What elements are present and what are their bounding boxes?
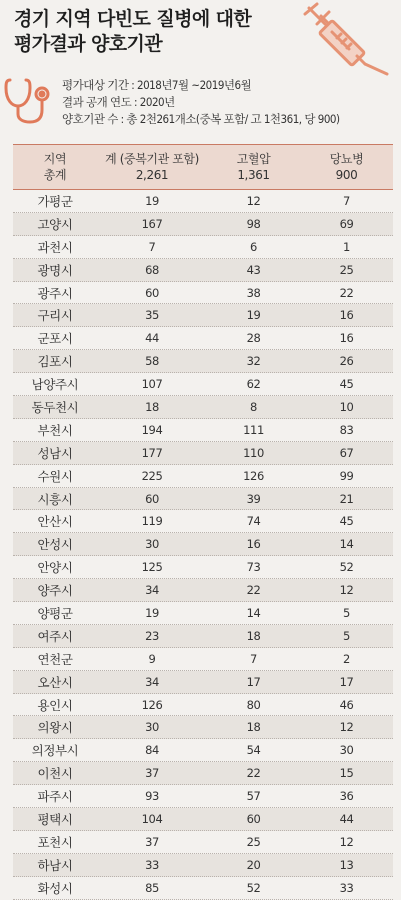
- cell-total: 23: [145, 628, 159, 643]
- title-line-2: 평가결과 양호기관: [14, 33, 163, 55]
- cell-hypertension: 14: [246, 605, 261, 620]
- cell-hypertension: 54: [246, 743, 261, 758]
- cell-total: 126: [141, 697, 163, 712]
- cell-hypertension: 6: [250, 239, 257, 254]
- cell-total: 9: [148, 651, 156, 666]
- cell-hypertension: 98: [246, 216, 261, 231]
- header-total: 계 (중복기관 포함) 2,261: [105, 152, 199, 182]
- table-row: [13, 556, 393, 579]
- page-title: [14, 7, 251, 57]
- cell-region: 성남시: [37, 445, 73, 461]
- cell-diabetes: 25: [339, 262, 354, 277]
- table-row: [13, 831, 393, 854]
- cell-region: 부천시: [37, 422, 73, 438]
- cell-total: 30: [145, 537, 159, 552]
- cell-diabetes: 14: [339, 537, 354, 552]
- cell-total: 37: [145, 834, 159, 849]
- header-region: 지역 총계: [43, 152, 67, 182]
- table-row: [13, 327, 393, 350]
- cell-hypertension: 25: [246, 834, 261, 849]
- cell-hypertension: 19: [246, 308, 261, 323]
- cell-diabetes: 7: [343, 193, 350, 208]
- cell-total: 19: [145, 605, 159, 620]
- cell-total: 104: [141, 811, 163, 826]
- cell-diabetes: 2: [343, 651, 350, 666]
- cell-total: 35: [145, 308, 159, 323]
- cell-total: 225: [141, 468, 163, 483]
- cell-region: 과천시: [37, 239, 73, 255]
- cell-diabetes: 12: [339, 583, 354, 598]
- table-row: [13, 442, 393, 465]
- cell-region: 의정부시: [31, 743, 79, 759]
- publication-year: 결과 공개 연도 : 2020년: [62, 95, 175, 109]
- cell-diabetes: 33: [339, 880, 354, 895]
- cell-diabetes: 1: [343, 239, 350, 254]
- cell-diabetes: 17: [339, 674, 354, 689]
- cell-hypertension: 20: [246, 857, 261, 872]
- table-row: [13, 488, 393, 511]
- table-row: [13, 190, 393, 213]
- table-row: [13, 648, 393, 671]
- cell-hypertension: 28: [246, 331, 261, 346]
- cell-hypertension: 60: [246, 811, 261, 826]
- cell-diabetes: 26: [339, 354, 354, 369]
- cell-total: 119: [141, 514, 163, 529]
- cell-total: 84: [145, 743, 159, 758]
- cell-region: 이천시: [37, 766, 73, 782]
- table-row: [13, 579, 393, 602]
- cell-region: 가평군: [37, 193, 73, 209]
- cell-region: 의왕시: [37, 720, 73, 736]
- cell-total: 19: [145, 193, 159, 208]
- cell-hypertension: 111: [243, 422, 264, 437]
- cell-diabetes: 99: [339, 468, 354, 483]
- table-row: [13, 739, 393, 762]
- cell-diabetes: 52: [339, 560, 354, 575]
- cell-hypertension: 74: [246, 514, 261, 529]
- cell-total: 68: [145, 262, 159, 277]
- table-row: [13, 671, 393, 694]
- stethoscope-icon: [2, 74, 56, 126]
- cell-hypertension: 7: [250, 651, 257, 666]
- cell-hypertension: 17: [246, 674, 261, 689]
- table-row: [13, 625, 393, 648]
- cell-hypertension: 80: [246, 697, 261, 712]
- cell-diabetes: 30: [339, 743, 354, 758]
- info-block: [62, 77, 340, 128]
- cell-total: 85: [145, 880, 159, 895]
- cell-region: 오산시: [37, 674, 73, 690]
- syringe-icon: [299, 2, 395, 78]
- cell-total: 93: [145, 789, 159, 804]
- table-row: [13, 419, 393, 442]
- cell-total: 194: [141, 422, 163, 437]
- cell-hypertension: 8: [250, 399, 257, 414]
- cell-total: 7: [148, 239, 156, 254]
- table-row: [13, 877, 393, 900]
- cell-hypertension: 39: [246, 491, 261, 506]
- cell-hypertension: 57: [246, 789, 261, 804]
- table-row: [13, 533, 393, 556]
- table-row: [13, 350, 393, 373]
- cell-diabetes: 12: [339, 834, 354, 849]
- cell-region: 광명시: [37, 262, 73, 278]
- cell-region: 시흥시: [37, 491, 73, 507]
- cell-diabetes: 44: [339, 811, 354, 826]
- table-row: [13, 259, 393, 282]
- table-row: [13, 236, 393, 259]
- cell-total: 60: [145, 491, 159, 506]
- cell-diabetes: 16: [339, 331, 354, 346]
- cell-diabetes: 45: [339, 377, 354, 392]
- cell-total: 34: [145, 583, 159, 598]
- cell-total: 30: [145, 720, 159, 735]
- cell-region: 김포시: [37, 354, 73, 370]
- cell-hypertension: 73: [246, 560, 261, 575]
- cell-region: 연천군: [37, 651, 73, 667]
- cell-region: 고양시: [37, 216, 73, 232]
- cell-total: 34: [145, 674, 159, 689]
- cell-hypertension: 110: [243, 445, 264, 460]
- table-row: [13, 396, 393, 419]
- cell-hypertension: 43: [246, 262, 261, 277]
- cell-region: 남양주시: [31, 377, 79, 393]
- cell-total: 60: [145, 285, 159, 300]
- cell-region: 하남시: [37, 857, 73, 873]
- cell-diabetes: 16: [339, 308, 354, 323]
- cell-total: 33: [145, 857, 159, 872]
- cell-total: 18: [145, 399, 159, 414]
- cell-region: 안양시: [37, 560, 73, 576]
- table-row: [13, 694, 393, 717]
- table-row: [13, 373, 393, 396]
- table-row: [13, 213, 393, 236]
- cell-region: 파주시: [37, 789, 73, 805]
- cell-total: 177: [141, 445, 163, 460]
- cell-region: 구리시: [37, 308, 73, 324]
- cell-region: 동두천시: [31, 399, 79, 415]
- cell-hypertension: 32: [246, 354, 261, 369]
- cell-diabetes: 5: [343, 628, 350, 643]
- cell-region: 여주시: [37, 628, 73, 644]
- cell-total: 37: [145, 766, 159, 781]
- cell-hypertension: 18: [246, 628, 261, 643]
- cell-region: 용인시: [37, 697, 73, 713]
- header-diabetes: 당뇨병 900: [329, 152, 364, 182]
- institution-table: [13, 144, 393, 900]
- cell-total: 58: [145, 354, 159, 369]
- cell-diabetes: 83: [339, 422, 354, 437]
- table-row: [13, 510, 393, 533]
- cell-region: 양평군: [37, 605, 73, 621]
- cell-diabetes: 22: [339, 285, 354, 300]
- cell-total: 125: [141, 560, 163, 575]
- cell-hypertension: 126: [243, 468, 264, 483]
- cell-diabetes: 36: [339, 789, 354, 804]
- cell-hypertension: 52: [246, 880, 261, 895]
- cell-total: 107: [141, 377, 163, 392]
- cell-region: 군포시: [37, 331, 73, 347]
- cell-total: 44: [145, 331, 159, 346]
- table-body: [13, 190, 393, 900]
- cell-diabetes: 13: [339, 857, 354, 872]
- table-row: [13, 808, 393, 831]
- cell-diabetes: 10: [339, 399, 354, 414]
- cell-diabetes: 5: [343, 605, 350, 620]
- cell-region: 광주시: [37, 285, 73, 301]
- cell-region: 안성시: [37, 537, 73, 553]
- table-row: [13, 602, 393, 625]
- table-row: [13, 304, 393, 327]
- cell-hypertension: 22: [246, 583, 261, 598]
- evaluation-period: 평가대상 기간 : 2018년7월 ~2019년6월: [62, 78, 252, 92]
- cell-region: 수원시: [37, 468, 73, 484]
- cell-diabetes: 46: [339, 697, 354, 712]
- cell-hypertension: 18: [246, 720, 261, 735]
- table-header: [13, 144, 393, 190]
- table-row: [13, 785, 393, 808]
- cell-diabetes: 12: [339, 720, 354, 735]
- cell-region: 양주시: [37, 583, 73, 599]
- table-row: [13, 854, 393, 877]
- cell-hypertension: 12: [246, 193, 261, 208]
- cell-diabetes: 45: [339, 514, 354, 529]
- cell-diabetes: 21: [339, 491, 354, 506]
- cell-diabetes: 15: [339, 766, 354, 781]
- cell-region: 포천시: [37, 834, 73, 850]
- cell-region: 안산시: [37, 514, 73, 530]
- header-hypertension: 고혈압 1,361: [236, 152, 271, 182]
- title-line-1: 경기 지역 다빈도 질병에 대한: [14, 8, 252, 30]
- cell-hypertension: 62: [246, 377, 261, 392]
- cell-hypertension: 22: [246, 766, 261, 781]
- cell-region: 평택시: [37, 811, 73, 827]
- cell-total: 167: [141, 216, 163, 231]
- table-row: [13, 282, 393, 305]
- cell-diabetes: 67: [339, 445, 354, 460]
- cell-region: 화성시: [37, 880, 73, 896]
- table-row: [13, 716, 393, 739]
- cell-hypertension: 16: [246, 537, 261, 552]
- cell-hypertension: 38: [246, 285, 261, 300]
- institution-count: 양호기관 수 : 총 2천261개소(중복 포함/ 고 1천361, 당 900): [62, 112, 340, 126]
- table-row: [13, 465, 393, 488]
- cell-diabetes: 69: [339, 216, 354, 231]
- table-row: [13, 762, 393, 785]
